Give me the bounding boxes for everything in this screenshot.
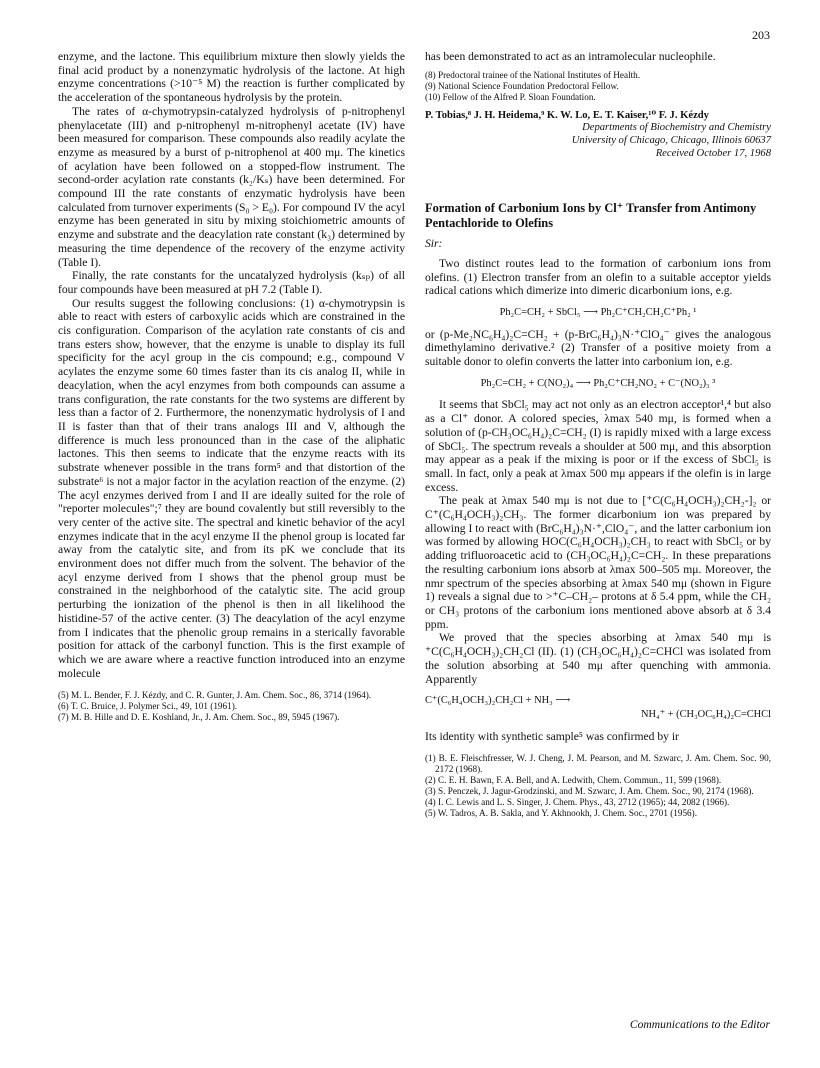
journal-section-footer: Communications to the Editor	[629, 1018, 770, 1031]
left-column	[58, 50, 405, 723]
body-paragraph: Finally, the rate constants for the uncatalyzed hydrolysis (kₛₚ) of all four compounds have been measured at pH 7.2 (Table I).	[58, 269, 405, 296]
body-paragraph: or (p-Me₂NC₆H₄)₂C=CH₂ + (p-BrC₆H₄)₃N·⁺ClO₄⁻ gives the analogous dimethylamino derivative.² (2) Transfer of a positive moiety from a suitable donor to olefin converts the latter into carbonium ion, e.g.	[425, 327, 771, 369]
footnote: (8) Predoctoral trainee of the National Institutes of Health.	[425, 69, 641, 80]
body-paragraph: enzyme, and the lactone. This equilibrium mixture then slowly yields the final acid product by a nonenzymatic hydrolysis of the lactone. At high enzyme concentrations (>10⁻⁵ M) the reaction is further complicated by the acceleration of the spontaneous hydrolysis by the protein.	[58, 50, 405, 105]
body-paragraph: The rates of α-chymotrypsin-catalyzed hydrolysis of p-nitrophenyl phenylacetate (III) and p-nitrophenyl m-nitrophenyl acetate (IV) have been measured for comparison. These compounds also readily acylate the enzyme as measured by a burst of p-nitrophenol at 400 mμ. The kinetics of acylation have been followed on a stopped-flow instrument. The second-order acylation rate constants (k₂/Kₛ) have been determined. For compound III the rate constants of enzymatic hydrolysis have been calculated from turnover experiments (S₀ > E₀). For compound IV the acyl enzyme has been generated in situ by mixing stoichiometric amounts of enzyme and substrate and the deacylation rate constant (k₃) determined by measuring the time dependence of the recovery of the enzyme activity (Table I).	[58, 104, 405, 269]
body-paragraph: Our results suggest the following conclusions: (1) α-chymotrypsin is able to react with esters of carboxylic acids which are constrained in the cis configuration. Comparison of the acylation rate constants of cis and trans esters show, however, that the enzyme is unable to display its full specificity for the acyl group in the cis compound; e.g., compound V acylates the enzyme some 60 times faster than its cis analog II, while in deacylation, when the acyl enzymes from both compounds can assume a trans configuration, the rate constants for the two systems are different by less than a factor of 2. Furthermore, the nonenzymatic hydrolysis of I and II is faster than that of their trans analogs III and V, although the difference is much less pronounced than in the case of the aliphatic lactones. This then seems to indicate that the enzyme reacts with its substrate whenever possible in the trans form⁵ and that distortion of the substrate⁶ is not a major factor in the acylation reaction of the enzyme. (2) The acyl enzymes derived from I and II are ideally suited for the role of "reporter molecules";⁷ they are bound covalently but still reversibly to the very center of the active site. The spectral and kinetic behavior of the acyl enzymes indicate that in the acyl enzyme II the phenol group is located far away from the catalytic site, and from its pK we conclude that its environment does not differ much from the solvent. The behavior of the acyl enzyme derived from I shows that the phenol group must be constrained in the neighborhood of the catalytic site. The acid group perturbing the ionization of the phenol is then in all likelihood the histidine-57 of the active center. (3) The deacylation of the acyl enzyme from I indicates that the phenolic group remains in a sterically favorable position for attack of the carbonyl function. This is the first example of which we are aware where a reactive function introduced into an enzyme molecule	[58, 296, 405, 680]
affiliation: Departments of Biochemistry and Chemistry	[582, 122, 771, 134]
right-column	[425, 50, 771, 819]
footnote: (1) B. E. Fleischfresser, W. J. Cheng, J. M. Pearson, and M. Szwarc, J. Am. Chem. Soc. 90, 2172 (1968).	[425, 753, 771, 775]
received-date: Received October 17, 1968	[655, 148, 771, 160]
footnote: (6) T. C. Bruice, J. Polymer Sci., 49, 101 (1961).	[58, 701, 238, 712]
body-paragraph: We proved that the species absorbing at λmax 540 mμ is ⁺C(C₆H₄OCH₃)₂CH₂Cl (II). (1) (CH₃OC₆H₄)₂C=CHCl was isolated from the solution absorbing at 540 mμ after quenching with ammonia. Apparently	[425, 631, 771, 686]
footnote: (9) National Science Foundation Predoctoral Fellow.	[425, 80, 619, 91]
footnote: (4) I. C. Lewis and L. S. Singer, J. Chem. Phys., 43, 2712 (1965); 44, 2082 (1966).	[425, 797, 730, 808]
footnote: (10) Fellow of the Alfred P. Sloan Foundation.	[425, 91, 596, 102]
affiliation: University of Chicago, Chicago, Illinois 60637	[571, 134, 771, 146]
equation: Ph₂C=CH₂ + C(NO₂)₄ ⟶ Ph₂C⁺CH₂NO₂ + C⁻(NO₂)₃ ³	[480, 377, 716, 389]
body-paragraph: has been demonstrated to act as an intramolecular nucleophile.	[425, 50, 716, 63]
body-paragraph: Its identity with synthetic sample⁵ was confirmed by ir	[425, 729, 679, 743]
equation: C⁺(C₆H₄OCH₃)₂CH₂Cl + NH₃ ⟶	[425, 695, 571, 707]
footnote: (2) C. E. H. Bawn, F. A. Bell, and A. Ledwith, Chem. Commun., 11, 599 (1968).	[425, 775, 722, 786]
author-footnotes	[425, 70, 771, 103]
footnote: (3) S. Penczek, J. Jagur-Grodzinski, and M. Szwarc, J. Am. Chem. Soc., 90, 2174 (1968).	[425, 786, 754, 797]
equation: Ph₂C=CH₂ + SbCl₅ ⟶ Ph₂C⁺CH₂CH₂C⁺Ph₂ ¹	[499, 306, 697, 318]
body-paragraph: The peak at λmax 540 mμ is not due to [⁺C(C₆H₄OCH₃)₂CH₂-]₂ or C⁺(C₆H₄OCH₃)₂CH₃. The former dicarbonium ion was prepared by allowing I to react with (BrC₆H₄)₃N·⁺,ClO₄⁻, and the latter carbonium ion was formed by allowing HOC(C₆H₄OCH₃)₂CH₃ to react with SbCl₅ or by adding trifluoroacetic acid to (CH₃OC₆H₄)₂C=CH₂. In these preparations the resulting carbonium ions absorb at λmax 500–505 mμ. Moreover, the nmr spectrum of the species absorbing at λmax 540 mμ (shown in Figure 1) reveals a signal due to >⁺C–CH₂– protons at δ 5.4 ppm, while the CH₂ or CH₃ protons of the carbonium ions mentioned above absorb at δ 3.4 ppm.	[425, 494, 771, 631]
footnotes-left	[58, 690, 405, 723]
footnote: (5) M. L. Bender, F. J. Kézdy, and C. R. Gunter, J. Am. Chem. Soc., 86, 3714 (1964).	[58, 690, 372, 701]
footnotes-right	[425, 753, 771, 819]
equation: NH₄⁺ + (CH₃OC₆H₄)₂C=CHCl	[641, 708, 771, 720]
footnote: (7) M. B. Hille and D. E. Koshland, Jr., J. Am. Chem. Soc., 89, 5945 (1967).	[58, 712, 340, 723]
page-number: 203	[752, 28, 770, 42]
body-paragraph: It seems that SbCl₅ may act not only as an electron acceptor¹,⁴ but also as a Cl⁺ donor. A colored species, λmax 540 mμ, is formed when a solution of (p-CH₃OC₆H₄)₂C=CH₂ (I) is rapidly mixed with a large excess of SbCl₅. The spectrum reveals a shoulder at 500 mμ, and this absorption may appear as a peak if the mixing is poor or if the excess of SbCl₅ is small. In fact, only a peak at λmax 500 mμ appears if the olefin is in large excess.	[425, 398, 771, 494]
author-list: P. Tobias,⁸ J. H. Heidema,⁹ K. W. Lo, E. T. Kaiser,¹⁰ F. J. Kézdy	[425, 109, 709, 121]
article-title: Formation of Carbonium Ions by Cl⁺ Transfer from Antimony Pentachloride to Olefins	[425, 201, 757, 230]
salutation: Sir:	[425, 237, 443, 251]
body-paragraph: Two distinct routes lead to the formation of carbonium ions from olefins. (1) Electron transfer from an olefin to a suitable acceptor yields radical cations which dimerize into dimeric dicarbonium ions, e.g.	[425, 256, 771, 298]
footnote: (5) W. Tadros, A. B. Sakla, and Y. Akhnookh, J. Chem. Soc., 2701 (1956).	[425, 808, 697, 819]
